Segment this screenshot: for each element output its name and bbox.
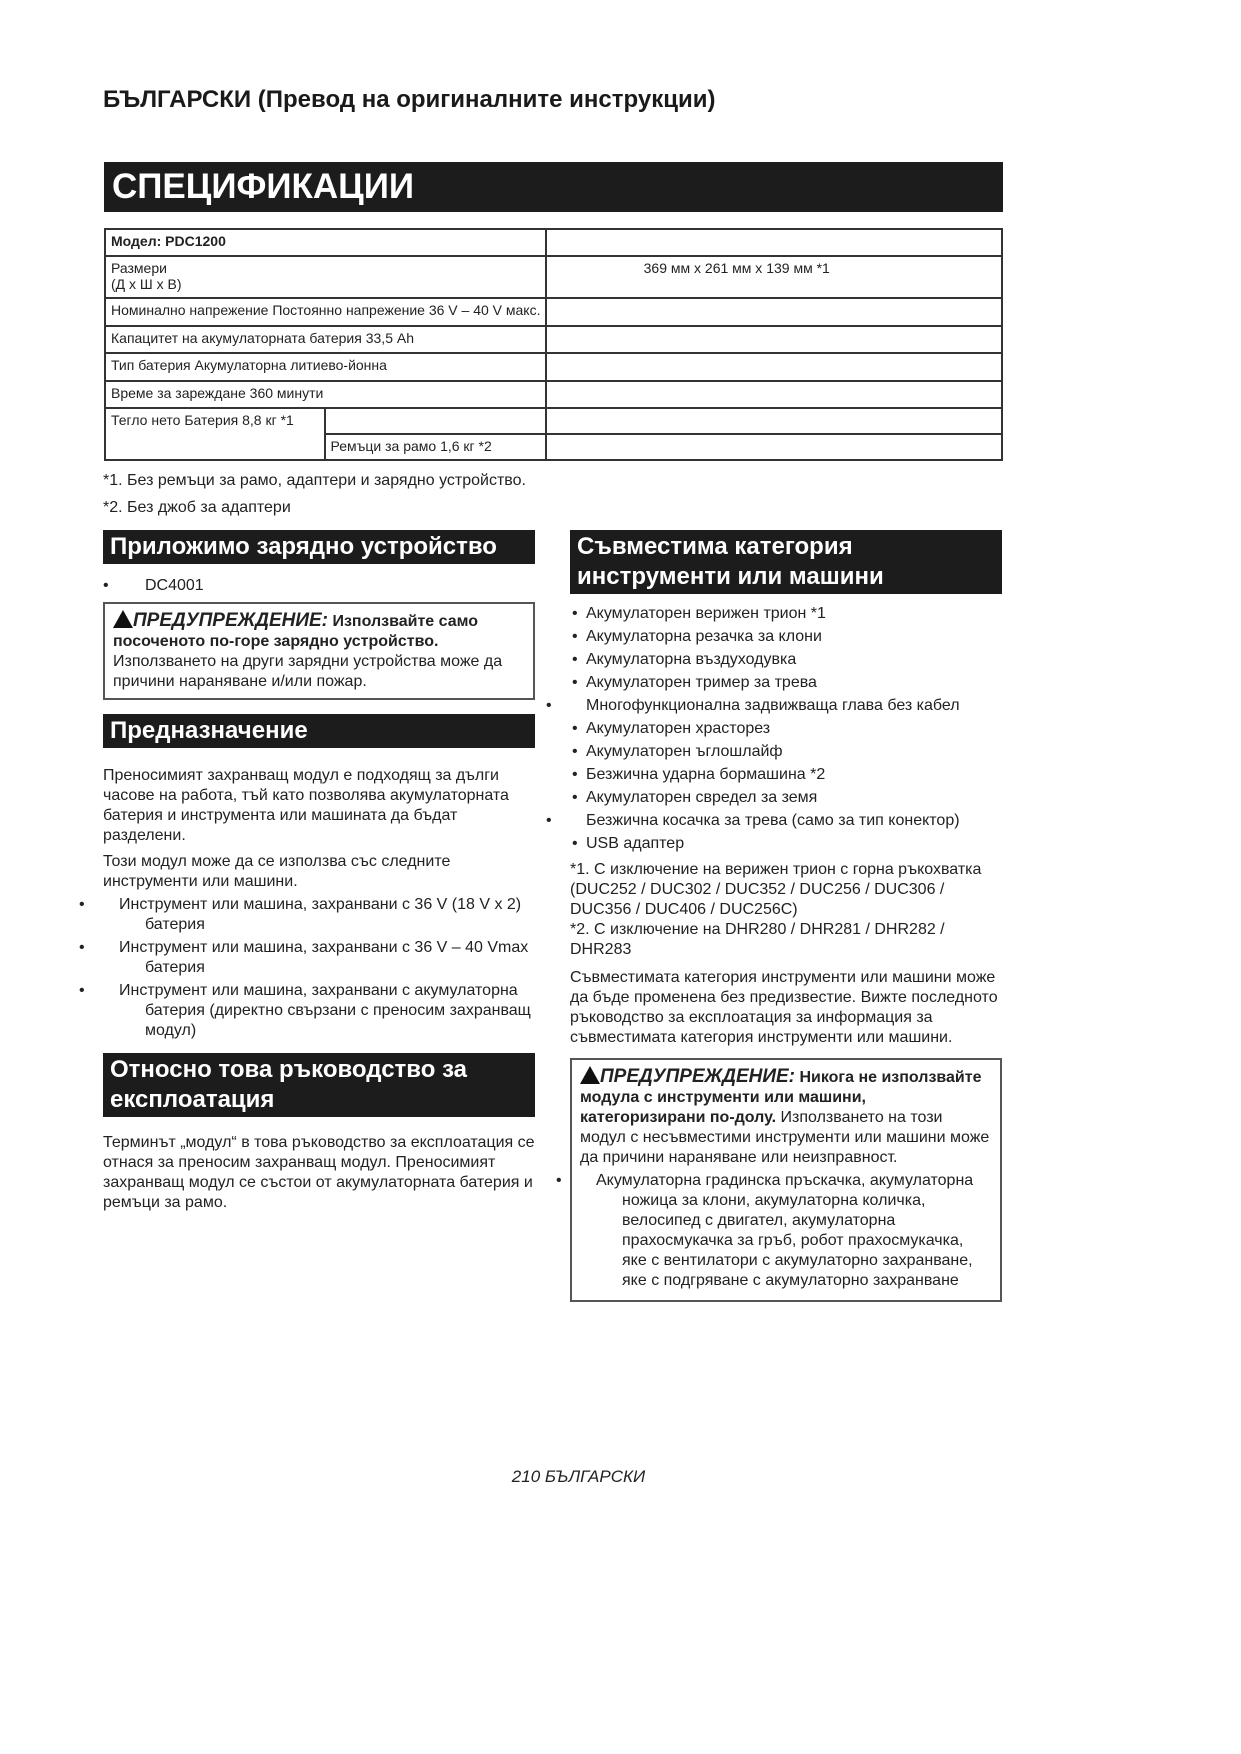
compat-heading: Съвместима категория инструменти или машини — [570, 530, 1002, 594]
charger-model: DC4001 — [145, 577, 204, 594]
specifications-table — [104, 228, 1003, 461]
compat-paragraph: Съвместимата категория инструменти или машини може да бъде променена без предизвестие. Вижте последното ръководство за експлоатация за информация за съвместимата категория инструменти или машини. — [570, 969, 998, 1046]
straps-cell: Ремъци за рамо 1,6 кг *2 — [325, 434, 547, 460]
capacity-cell — [105, 326, 546, 353]
list-item: • Инструмент или машина, захранвани с 36 V – 40 Vmax батерия — [103, 938, 535, 978]
list-item: • Акумулаторен свредел за земя — [570, 788, 1002, 808]
battery-type-cell: Тип батерия Акумулаторна литиево-йонна — [105, 353, 546, 381]
left-column — [103, 530, 535, 1213]
warning-label: ПРЕДУПРЕЖДЕНИЕ: — [600, 1066, 796, 1087]
list-item: • Акумулаторна резачка за клони — [570, 627, 1002, 647]
list-item: • Акумулаторен тример за трева — [570, 673, 1002, 693]
specifications-heading: СПЕЦИФИКАЦИИ — [104, 162, 1003, 212]
voltage-text: Номинално напрежение Постоянно напрежение 36 V – 40 V макс. — [111, 302, 541, 318]
page-footer: 210 БЪЛГАРСКИ — [511, 1467, 646, 1486]
page-language-title: БЪЛГАРСКИ (Превод на оригиналните инструкции) — [103, 86, 716, 113]
charge-time-cell: Време за зареждане 360 минути — [105, 381, 546, 408]
warning-text: Използването на този модул с несъвместими инструменти или машини може да причини нараняване или неизправност. — [580, 1109, 990, 1166]
warning-bold-text: Никога не използвайте модула с инструменти или машини, категоризирани по-долу. — [580, 1069, 982, 1126]
warning-triangle-icon — [113, 610, 133, 628]
list-item: • Многофункционална задвижваща глава без кабел — [570, 696, 1002, 716]
compat-note-2: *2. С изключение на DHR280 / DHR281 / DHR282 / DHR283 — [570, 921, 945, 958]
purpose-paragraph-2: Този модул може да се използва със следните инструменти или машини. — [103, 853, 451, 890]
warning-triangle-icon — [580, 1066, 600, 1084]
list-item: • Акумулаторен верижен трион *1 — [570, 604, 1002, 624]
list-item: • USB адаптер — [570, 834, 1002, 854]
list-item: • Инструмент или машина, захранвани с 36 V (18 V x 2) батерия — [103, 895, 535, 935]
warning-box-incompatible — [570, 1058, 1002, 1302]
compat-note-1: *1. С изключение на верижен трион с горна ръкохватка (DUC252 / DUC302 / DUC352 / DUC256 / DUC306 / DUC356 / DUC406 / DUC256C) — [570, 861, 982, 918]
list-item: • Акумулаторна градинска пръскачка, акумулаторна ножица за клони, акумулаторна количка, велосипед с двигател, акумулаторна прахосмукачка за гръб, робот прахосмукачка, яке с вентилатори с акумулаторно захранване, яке с подгряване с акумулаторно захранване — [580, 1171, 992, 1291]
charger-item: • DC4001 — [103, 577, 204, 594]
purpose-list — [103, 895, 535, 1041]
right-column — [570, 530, 1002, 1302]
weight-text: Тегло нето Батерия 8,8 кг *1 — [111, 412, 294, 428]
dimensions-label-cell — [105, 256, 546, 298]
list-item: • Акумулаторна въздуходувка — [570, 650, 1002, 670]
manual-heading: Относно това ръководство за експлоатация — [103, 1053, 535, 1117]
weight-cell — [105, 408, 325, 460]
voltage-cell — [105, 298, 546, 326]
capacity-text: Капацитет на акумулаторната батерия 33,5 Ah — [111, 330, 414, 346]
model-cell: Модел: PDC1200 — [105, 229, 546, 256]
purpose-heading: Предназначение — [103, 714, 535, 748]
dimensions-sub: (Д x Ш x В) — [111, 276, 182, 292]
list-item: • Акумулаторен ъглошлайф — [570, 742, 1002, 762]
list-item: • Безжична косачка за трева (само за тип конектор) — [570, 811, 1002, 831]
warning-box-charger — [103, 602, 535, 700]
charger-heading: Приложимо зарядно устройство — [103, 530, 535, 564]
list-item: • Акумулаторен храсторез — [570, 719, 1002, 739]
warning-text: Използването на други зарядни устройства може да причини нараняване и/или пожар. — [113, 653, 503, 690]
dimensions-value: 369 мм x 261 мм x 139 мм *1 — [546, 256, 1002, 298]
list-item: • Инструмент или машина, захранвани с акумулаторна батерия (директно свързани с преносим захранващ модул) — [103, 981, 535, 1041]
manual-paragraph: Терминът „модул“ в това ръководство за експлоатация се отнася за преносим захранващ модул. Преносимият захранващ модул се състои от акумулаторната батерия и ремъци за рамо. — [103, 1134, 535, 1211]
warning-label: ПРЕДУПРЕЖДЕНИЕ: — [133, 610, 329, 631]
purpose-paragraph-1: Преносимият захранващ модул е подходящ за дълги часове на работа, тъй като позволява акумулаторната батерия и инструмента или машината да бъдат разделени. — [103, 767, 509, 844]
spec-footnote-2: *2. Без джоб за адаптери — [103, 499, 291, 516]
compat-list — [570, 604, 1002, 854]
spec-footnote-1: *1. Без ремъци за рамо, адаптери и зарядно устройство. — [103, 472, 526, 489]
warning-bold-text: Използвайте само посоченото по-горе зарядно устройство. — [113, 613, 479, 650]
list-item: • Безжична ударна бормашина *2 — [570, 765, 1002, 785]
dimensions-label: Размери — [111, 260, 167, 276]
